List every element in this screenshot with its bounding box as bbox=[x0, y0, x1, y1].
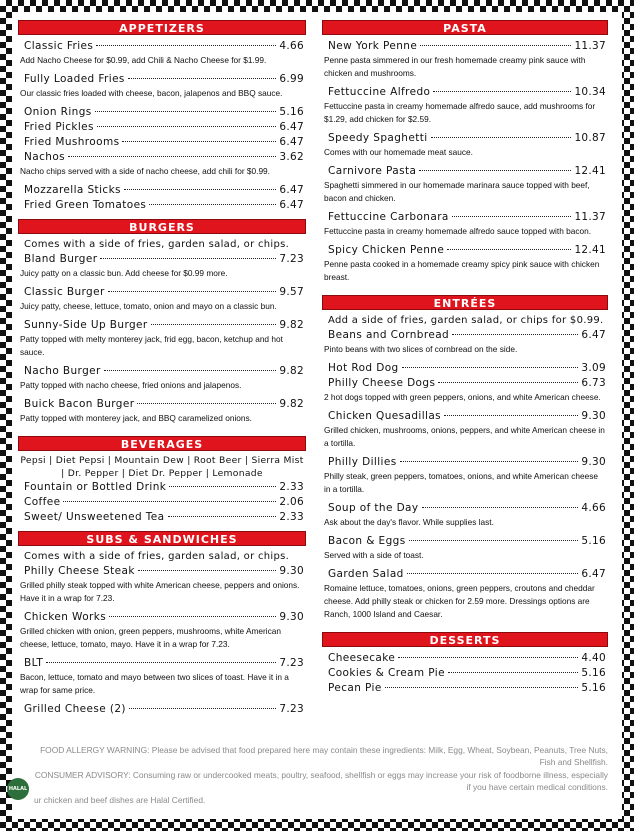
menu-item-description: Add Nacho Cheese for $0.99, add Chili & Nacho Cheese for $1.99. bbox=[20, 55, 267, 65]
menu-item-name: Mozzarella Sticks bbox=[24, 184, 121, 196]
menu-item-description: Grilled chicken with onion, green peppers, mushrooms, white American cheese, lettuce, tomato, mayo. Have it in a wrap for 7.23. bbox=[20, 626, 282, 649]
footer bbox=[12, 744, 622, 807]
menu-item bbox=[322, 409, 608, 424]
menu-item-name: New York Penne bbox=[328, 40, 418, 52]
dot-leader bbox=[96, 45, 276, 46]
menu-item bbox=[18, 198, 306, 213]
menu-item-price: 9.82 bbox=[279, 319, 304, 331]
dot-leader bbox=[452, 216, 572, 217]
allergy-warning: FOOD ALLERGY WARNING: Please be advised that food prepared here may contain these ingredients: Milk, Egg, Wheat, Soybean, Peanuts, Tree Nuts, Fish and Shellfish. bbox=[40, 745, 608, 767]
menu-item-description: Nacho chips served with a side of nacho cheese, add chili for $0.99. bbox=[20, 166, 270, 176]
entrees-note: Add a side of fries, garden salad, or chips for $0.99. bbox=[328, 315, 604, 326]
dot-leader bbox=[149, 204, 276, 205]
menu-item-price: 7.23 bbox=[279, 657, 304, 669]
halal-note: ur chicken and beef dishes are Halal Certified. bbox=[34, 795, 206, 805]
menu-item-description: Patty topped with monterey jack, and BBQ caramelized onions. bbox=[20, 413, 252, 423]
menu-item-description: Juicy patty on a classic bun. Add cheese for $0.99 more. bbox=[20, 268, 228, 278]
menu-item-name: Bacon & Eggs bbox=[328, 535, 406, 547]
menu-item-price: 9.82 bbox=[279, 365, 304, 377]
menu-item bbox=[322, 534, 608, 549]
menu-item bbox=[18, 495, 306, 510]
menu-item-name: Hot Rod Dog bbox=[328, 362, 399, 374]
menu-item bbox=[322, 39, 608, 54]
menu-item-description: Our classic fries loaded with cheese, bacon, jalapenos and BBQ sauce. bbox=[20, 88, 283, 98]
menu-item bbox=[322, 651, 608, 666]
dot-leader bbox=[409, 540, 579, 541]
menu-item bbox=[18, 480, 306, 495]
dot-leader bbox=[407, 573, 579, 574]
menu-item-description: Comes with our homemade meat sauce. bbox=[324, 147, 473, 157]
menu-item-name: Speedy Spaghetti bbox=[328, 132, 428, 144]
menu-item-description: Spaghetti simmered in our homemade marinara sauce topped with beef, bacon and chicken. bbox=[324, 180, 590, 203]
menu-item-name: Fried Mushrooms bbox=[24, 136, 120, 148]
dot-leader bbox=[398, 657, 578, 658]
menu-item bbox=[322, 376, 608, 391]
menu-item-name: Fettuccine Alfredo bbox=[328, 86, 431, 98]
menu-item-name: Carnivore Pasta bbox=[328, 165, 417, 177]
menu-item bbox=[18, 397, 306, 412]
burgers-header: BURGERS bbox=[18, 219, 306, 234]
menu-item-price: 6.73 bbox=[581, 377, 606, 389]
menu-item bbox=[18, 318, 306, 333]
dot-leader bbox=[431, 137, 572, 138]
dot-leader bbox=[400, 461, 579, 462]
menu-item-name: Cookies & Cream Pie bbox=[328, 667, 445, 679]
menu-item bbox=[322, 164, 608, 179]
menu-item-name: Pecan Pie bbox=[328, 682, 382, 694]
dot-leader bbox=[104, 370, 277, 371]
menu-item-name: Classic Burger bbox=[24, 286, 105, 298]
menu-item bbox=[18, 510, 306, 525]
menu-item bbox=[18, 285, 306, 300]
desserts-section bbox=[322, 651, 608, 700]
dot-leader bbox=[422, 507, 579, 508]
dot-leader bbox=[109, 616, 276, 617]
dot-leader bbox=[420, 45, 571, 46]
menu-item-price: 6.47 bbox=[581, 568, 606, 580]
menu-item-description: Grilled chicken, mushrooms, onions, peppers, and white American cheese in a tortilla. bbox=[324, 425, 605, 448]
menu-item bbox=[18, 656, 306, 671]
menu-item-price: 2.33 bbox=[279, 511, 304, 523]
menu-item-description: Romaine lettuce, tomatoes, onions, green peppers, croutons and cheddar cheese. Add philly steak or chicken for 2.59 more. Dressings options are Ranch, 1000 Island and Caesar. bbox=[324, 583, 595, 619]
dot-leader bbox=[438, 382, 578, 383]
menu-item-name: BLT bbox=[24, 657, 44, 669]
menu-item bbox=[322, 328, 608, 343]
pasta-header: PASTA bbox=[322, 20, 608, 35]
menu-item bbox=[322, 681, 608, 696]
burgers-note: Comes with a side of fries, garden salad, or chips. bbox=[24, 239, 290, 250]
menu-item-name: Bland Burger bbox=[24, 253, 98, 265]
menu-item-price: 6.47 bbox=[279, 199, 304, 211]
right-column bbox=[322, 18, 608, 700]
menu-item-price: 3.62 bbox=[279, 151, 304, 163]
appetizers-section bbox=[18, 39, 306, 217]
dot-leader bbox=[444, 415, 578, 416]
section-gap bbox=[322, 289, 608, 293]
menu-item-price: 7.23 bbox=[279, 703, 304, 715]
menu-item-price: 5.16 bbox=[581, 535, 606, 547]
menu-item-description: Philly steak, green peppers, tomatoes, onions, and white American cheese in a tortilla. bbox=[324, 471, 598, 494]
menu-item bbox=[18, 564, 306, 579]
beverages-section bbox=[18, 480, 306, 529]
section-gap bbox=[322, 626, 608, 630]
dot-leader bbox=[137, 403, 276, 404]
menu-item-price: 9.30 bbox=[279, 565, 304, 577]
left-column bbox=[18, 18, 306, 721]
menu-item-price: 9.57 bbox=[279, 286, 304, 298]
entrees-section bbox=[322, 328, 608, 630]
menu-item-name: Soup of the Day bbox=[328, 502, 419, 514]
menu-item-name: Fried Pickles bbox=[24, 121, 94, 133]
menu-item-name: Cheesecake bbox=[328, 652, 396, 664]
section-gap bbox=[322, 696, 608, 700]
subs-section bbox=[18, 564, 306, 721]
appetizers-header: APPETIZERS bbox=[18, 20, 306, 35]
menu-item-description: Fettuccine pasta in creamy homemade alfredo sauce topped with bacon. bbox=[324, 226, 592, 236]
menu-item-price: 5.16 bbox=[581, 682, 606, 694]
menu-item-price: 4.66 bbox=[279, 40, 304, 52]
menu-item-price: 6.47 bbox=[279, 184, 304, 196]
menu-page bbox=[12, 12, 622, 819]
menu-item bbox=[322, 567, 608, 582]
menu-item-name: Onion Rings bbox=[24, 106, 92, 118]
section-gap bbox=[18, 717, 306, 721]
menu-item-name: Fully Loaded Fries bbox=[24, 73, 125, 85]
dot-leader bbox=[97, 126, 277, 127]
menu-item-price: 6.47 bbox=[279, 136, 304, 148]
menu-item-price: 9.30 bbox=[581, 410, 606, 422]
burgers-section bbox=[18, 252, 306, 434]
subs-note: Comes with a side of fries, garden salad, or chips. bbox=[24, 551, 290, 562]
menu-item-description: Penne pasta cooked in a homemade creamy spicy pink sauce with chicken breast. bbox=[324, 259, 600, 282]
section-gap bbox=[18, 430, 306, 434]
menu-item bbox=[18, 252, 306, 267]
menu-item bbox=[18, 105, 306, 120]
menu-item-name: Philly Dillies bbox=[328, 456, 397, 468]
menu-item-description: Fettuccine pasta in creamy homemade alfredo sauce, add mushrooms for $1.29, add chicken for $2.59. bbox=[324, 101, 596, 124]
beverages-list: Pepsi | Diet Pepsi | Mountain Dew | Root Beer | Sierra Mist | Dr. Pepper | Diet Dr. Pepper | Lemonade bbox=[20, 455, 304, 479]
menu-item-price: 2.33 bbox=[279, 481, 304, 493]
menu-item-price: 10.34 bbox=[574, 86, 606, 98]
consumer-advisory: CONSUMER ADVISORY: Consuming raw or undercooked meats, poultry, seafood, shellfish or eggs may increase your risk of foodborne illness, especially if you have certain medical conditions. bbox=[34, 770, 608, 792]
menu-item-price: 2.06 bbox=[279, 496, 304, 508]
menu-item-description: Penne pasta simmered in our fresh homemade creamy pink sauce with chicken and mushrooms. bbox=[324, 55, 586, 78]
menu-item-description: Patty topped with nacho cheese, fried onions and jalapenos. bbox=[20, 380, 242, 390]
dot-leader bbox=[419, 170, 571, 171]
dot-leader bbox=[448, 672, 578, 673]
dot-leader bbox=[138, 570, 277, 571]
menu-item bbox=[18, 364, 306, 379]
desserts-header: DESSERTS bbox=[322, 632, 608, 647]
menu-item-price: 12.41 bbox=[574, 244, 606, 256]
menu-item-price: 6.47 bbox=[581, 329, 606, 341]
dot-leader bbox=[385, 687, 579, 688]
menu-item-name: Nachos bbox=[24, 151, 66, 163]
menu-item bbox=[18, 135, 306, 150]
menu-item bbox=[322, 361, 608, 376]
menu-item-description: Ask about the day's flavor. While supplies last. bbox=[324, 517, 494, 527]
dot-leader bbox=[168, 516, 277, 517]
menu-item bbox=[322, 85, 608, 100]
menu-item bbox=[322, 455, 608, 470]
menu-item-price: 5.16 bbox=[581, 667, 606, 679]
dot-leader bbox=[68, 156, 276, 157]
menu-item-price: 3.09 bbox=[581, 362, 606, 374]
menu-item bbox=[18, 120, 306, 135]
menu-item-description: Pinto beans with two slices of cornbread on the side. bbox=[324, 344, 518, 354]
menu-item-price: 9.30 bbox=[581, 456, 606, 468]
menu-item bbox=[18, 150, 306, 165]
menu-item-name: Coffee bbox=[24, 496, 61, 508]
menu-item-name: Philly Cheese Steak bbox=[24, 565, 135, 577]
menu-item-name: Grilled Cheese (2) bbox=[24, 703, 126, 715]
menu-item-name: Chicken Quesadillas bbox=[328, 410, 442, 422]
menu-item bbox=[322, 666, 608, 681]
menu-item-description: Patty topped with melty monterey jack, frid egg, bacon, ketchup and hot sauce. bbox=[20, 334, 283, 357]
section-gap bbox=[18, 525, 306, 529]
menu-item-name: Chicken Works bbox=[24, 611, 107, 623]
dot-leader bbox=[46, 662, 276, 663]
menu-item bbox=[322, 501, 608, 516]
dot-leader bbox=[128, 78, 277, 79]
menu-item bbox=[18, 183, 306, 198]
entrees-header: ENTRÉES bbox=[322, 295, 608, 310]
dot-leader bbox=[452, 334, 578, 335]
menu-item-price: 9.82 bbox=[279, 398, 304, 410]
subs-header: SUBS & SANDWICHES bbox=[18, 531, 306, 546]
dot-leader bbox=[433, 91, 571, 92]
menu-item-name: Beans and Cornbread bbox=[328, 329, 450, 341]
menu-item-description: Grilled philly steak topped with white American cheese, peppers and onions. Have it in a wrap for 7.23. bbox=[20, 580, 300, 603]
menu-item-name: Nacho Burger bbox=[24, 365, 101, 377]
menu-item-name: Philly Cheese Dogs bbox=[328, 377, 436, 389]
menu-item bbox=[18, 702, 306, 717]
menu-item-name: Fountain or Bottled Drink bbox=[24, 481, 167, 493]
menu-item bbox=[322, 210, 608, 225]
menu-item-price: 6.47 bbox=[279, 121, 304, 133]
dot-leader bbox=[100, 258, 276, 259]
menu-item-description: Bacon, lettuce, tomato and mayo between two slices of toast. Have it in a wrap for same price. bbox=[20, 672, 289, 695]
menu-item-name: Classic Fries bbox=[24, 40, 94, 52]
dot-leader bbox=[151, 324, 277, 325]
menu-item-name: Spicy Chicken Penne bbox=[328, 244, 445, 256]
dot-leader bbox=[95, 111, 277, 112]
dot-leader bbox=[169, 486, 276, 487]
dot-leader bbox=[447, 249, 571, 250]
menu-item-name: Sweet/ Unsweetened Tea bbox=[24, 511, 165, 523]
menu-item-name: Fried Green Tomatoes bbox=[24, 199, 147, 211]
menu-item-description: Served with a side of toast. bbox=[324, 550, 424, 560]
menu-item-price: 5.16 bbox=[279, 106, 304, 118]
dot-leader bbox=[129, 708, 276, 709]
menu-item-name: Fettuccine Carbonara bbox=[328, 211, 449, 223]
menu-item-price: 11.37 bbox=[574, 211, 606, 223]
menu-item-price: 6.99 bbox=[279, 73, 304, 85]
menu-item-name: Sunny-Side Up Burger bbox=[24, 319, 148, 331]
dot-leader bbox=[63, 501, 276, 502]
halal-logo-icon: HALAL bbox=[7, 778, 29, 800]
dot-leader bbox=[108, 291, 277, 292]
dot-leader bbox=[124, 189, 276, 190]
menu-item bbox=[18, 610, 306, 625]
menu-item-price: 11.37 bbox=[574, 40, 606, 52]
menu-item-description: Juicy patty, cheese, lettuce, tomato, onion and mayo on a classic bun. bbox=[20, 301, 277, 311]
menu-item-price: 10.87 bbox=[574, 132, 606, 144]
menu-item-price: 4.40 bbox=[581, 652, 606, 664]
menu-item-price: 4.66 bbox=[581, 502, 606, 514]
menu-item-name: Garden Salad bbox=[328, 568, 404, 580]
menu-item-price: 9.30 bbox=[279, 611, 304, 623]
menu-item-name: Buick Bacon Burger bbox=[24, 398, 135, 410]
menu-item bbox=[18, 72, 306, 87]
menu-item-description: 2 hot dogs topped with green peppers, onions, and white American cheese. bbox=[324, 392, 601, 402]
pasta-section bbox=[322, 39, 608, 293]
menu-item-price: 12.41 bbox=[574, 165, 606, 177]
section-gap bbox=[18, 213, 306, 217]
dot-leader bbox=[402, 367, 579, 368]
menu-item bbox=[322, 131, 608, 146]
menu-item bbox=[322, 243, 608, 258]
beverages-header: BEVERAGES bbox=[18, 436, 306, 451]
dot-leader bbox=[122, 141, 276, 142]
menu-item bbox=[18, 39, 306, 54]
menu-item-price: 7.23 bbox=[279, 253, 304, 265]
